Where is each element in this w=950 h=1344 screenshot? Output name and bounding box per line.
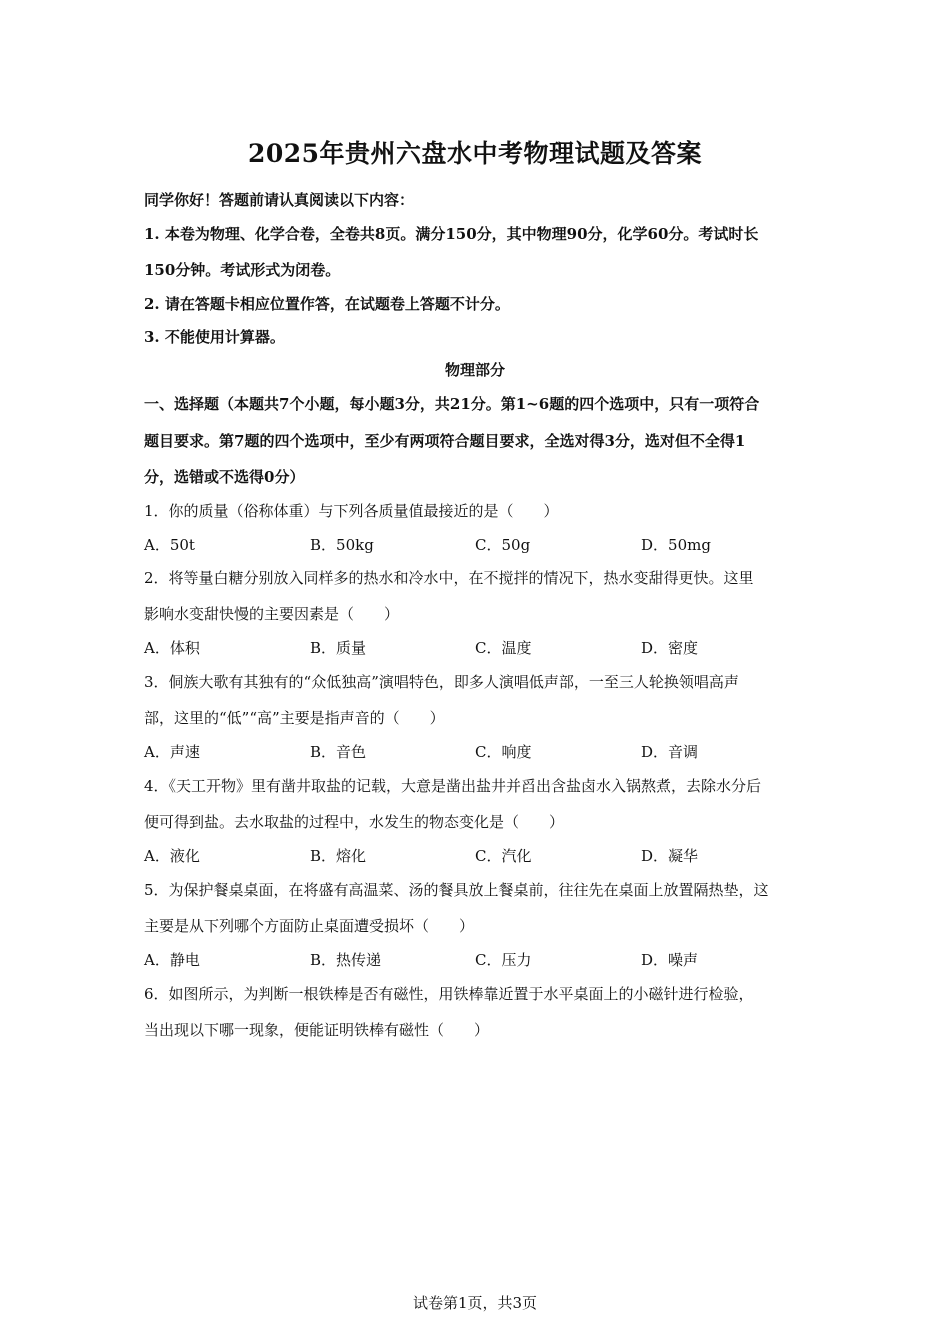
page-footer: 试卷第1页，共3页: [412, 1294, 538, 1312]
question-4-option-c: C．汽化: [475, 847, 532, 865]
question-5-option-c: C．压力: [475, 951, 532, 969]
question-5-option-d: D．噪声: [641, 951, 699, 969]
question-3-option-b: B．音色: [310, 743, 367, 761]
instruction-item-2: 2. 请在答题卡相应位置作答，在试题卷上答题不计分。: [144, 295, 510, 313]
question-3-option-d: D．音调: [641, 743, 699, 761]
question-2-text-cont: 影响水变甜快慢的主要因素是（ ）: [144, 605, 400, 623]
question-5-option-a: A．静电: [144, 951, 200, 969]
section-title: 物理部分: [444, 361, 505, 379]
question-2-option-b: B．质量: [310, 639, 367, 657]
question-5-text-cont: 主要是从下列哪个方面防止桌面遭受损坏（ ）: [144, 917, 475, 935]
instruction-item-1-cont: 150分钟。考试形式为闭卷。: [144, 261, 341, 279]
question-5-text: 5．为保护餐桌桌面，在将盛有高温菜、汤的餐具放上餐桌前，往往先在桌面上放置隔热垫，这: [144, 881, 769, 899]
question-1-option-a: A．50t: [144, 536, 195, 554]
question-3-option-c: C．响度: [475, 743, 532, 761]
question-2-option-c: C．温度: [475, 639, 532, 657]
question-1-text: 1．你的质量（俗称体重）与下列各质量值最接近的是（ ）: [144, 502, 559, 520]
question-2-text: 2．将等量白糖分别放入同样多的热水和冷水中，在不搅拌的情况下，热水变甜得更快。这里: [144, 569, 754, 587]
instruction-item-1: 1. 本卷为物理、化学合卷，全卷共8页。满分150分，其中物理90分，化学60分。考试时长: [144, 225, 759, 243]
part1-heading-line2: 题目要求。第7题的四个选项中，至少有两项符合题目要求，全选对得3分，选对但不全得1: [144, 432, 746, 450]
question-4-option-a: A．液化: [144, 847, 200, 865]
instruction-item-3: 3. 不能使用计算器。: [144, 328, 285, 346]
question-4-text: 4．《天工开物》里有凿井取盐的记载，大意是凿出盐井并舀出含盐卤水入锅熬煮，去除水分后: [144, 777, 762, 795]
question-1-option-b: B．50kg: [310, 536, 374, 554]
question-3-text: 3．侗族大歌有其独有的“众低独高”演唱特色，即多人演唱低声部，一至三人轮换领唱高声: [144, 673, 739, 691]
question-4-option-b: B．熔化: [310, 847, 367, 865]
question-1-option-c: C．50g: [475, 536, 531, 554]
question-4-text-cont: 便可得到盐。去水取盐的过程中，水发生的物态变化是（ ）: [144, 813, 565, 831]
question-6-text-cont: 当出现以下哪一现象，便能证明铁棒有磁性（ ）: [144, 1021, 490, 1039]
question-6-text: 6．如图所示，为判断一根铁棒是否有磁性，用铁棒靠近置于水平桌面上的小磁针进行检验，: [144, 985, 754, 1003]
question-3-option-a: A．声速: [144, 743, 200, 761]
question-5-option-b: B．热传递: [310, 951, 382, 969]
question-2-option-d: D．密度: [641, 639, 699, 657]
question-3-text-cont: 部，这里的“低”“高”主要是指声音的（ ）: [144, 709, 445, 727]
part1-heading-line3: 分，选错或不选得0分）: [144, 468, 305, 486]
part1-heading-line1: 一、选择题（本题共7个小题，每小题3分，共21分。第1~6题的四个选项中，只有一项符合: [144, 395, 760, 413]
question-1-option-d: D．50mg: [641, 536, 711, 554]
question-4-option-d: D．凝华: [641, 847, 699, 865]
page-title: 2025年贵州六盘水中考物理试题及答案: [247, 139, 703, 168]
instructions-intro: 同学你好！答题前请认真阅读以下内容：: [144, 191, 415, 209]
question-2-option-a: A．体积: [144, 639, 200, 657]
